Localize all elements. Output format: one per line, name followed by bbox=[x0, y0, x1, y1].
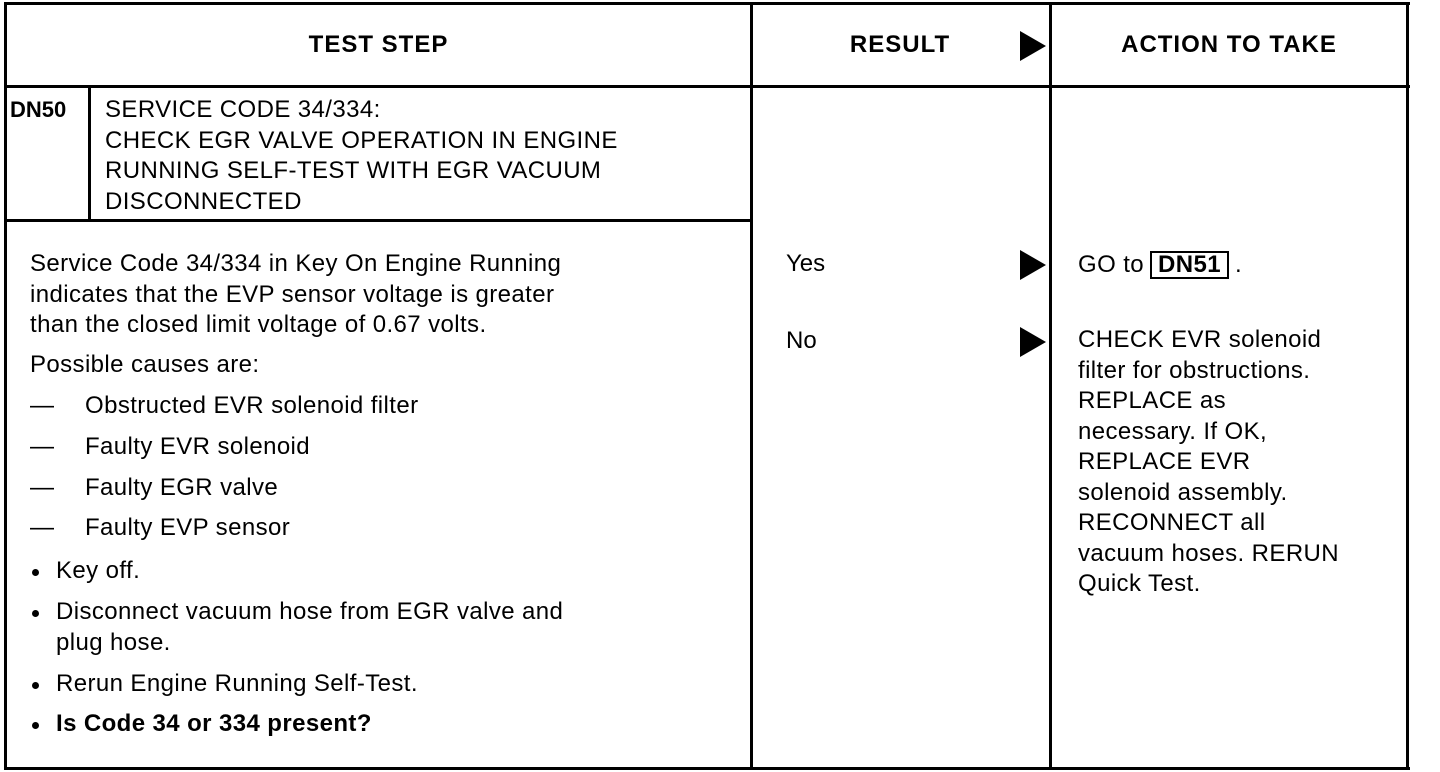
action-no-line: necessary. If OK, bbox=[1078, 417, 1268, 445]
action-yes-prefix: GO to bbox=[1078, 251, 1145, 278]
step-reference-link[interactable]: DN51 bbox=[1150, 251, 1229, 279]
yes-arrow-icon bbox=[1020, 250, 1046, 280]
no-arrow-icon bbox=[1020, 327, 1046, 357]
cause-item bbox=[30, 474, 278, 502]
step-item bbox=[30, 597, 563, 658]
dash-glyph: — bbox=[30, 514, 55, 541]
question-item bbox=[30, 709, 372, 740]
causes-heading: Possible causes are: bbox=[30, 351, 260, 378]
column-divider-1 bbox=[750, 2, 753, 770]
header-result: RESULT bbox=[849, 31, 951, 58]
cause-text: Obstructed EVR solenoid filter bbox=[85, 392, 419, 419]
step-code-divider bbox=[88, 87, 91, 220]
table-border-bottom bbox=[4, 767, 1410, 770]
action-no-line: REPLACE as bbox=[1078, 387, 1227, 414]
intro-paragraph bbox=[30, 249, 561, 341]
intro-line: than the closed limit voltage of 0.67 volts. bbox=[30, 311, 487, 338]
table-border-top bbox=[4, 2, 1410, 5]
action-no-line: vacuum hoses. RERUN bbox=[1078, 539, 1340, 567]
action-no-line: REPLACE EVR bbox=[1078, 448, 1251, 475]
cause-item bbox=[30, 433, 310, 461]
intro-line: Service Code 34/334 in Key On Engine Running bbox=[30, 250, 562, 277]
header-arrow-icon bbox=[1020, 31, 1046, 61]
dash-glyph: — bbox=[30, 392, 55, 419]
action-no-line: filter for obstructions. bbox=[1078, 356, 1311, 384]
action-no-line: solenoid assembly. bbox=[1078, 478, 1288, 506]
step-item bbox=[30, 556, 140, 587]
cause-item bbox=[30, 392, 418, 420]
action-no-line: Quick Test. bbox=[1078, 570, 1201, 597]
step-title bbox=[105, 95, 745, 217]
dash-glyph: — bbox=[30, 474, 55, 501]
intro-line: indicates that the EVP sensor voltage is greater bbox=[30, 280, 555, 308]
step-item bbox=[30, 669, 418, 700]
cause-item bbox=[30, 514, 290, 542]
action-no-line: RECONNECT all bbox=[1078, 509, 1266, 536]
bullet-icon bbox=[32, 722, 39, 729]
cause-text: Faulty EVP sensor bbox=[85, 514, 291, 541]
column-divider-2 bbox=[1049, 2, 1052, 770]
step-title-line: DISCONNECTED bbox=[105, 187, 302, 215]
step-text: Disconnect vacuum hose from EGR valve and bbox=[56, 598, 564, 625]
cause-text: Faulty EVR solenoid bbox=[85, 433, 311, 460]
step-title-divider bbox=[4, 219, 752, 222]
step-text: Key off. bbox=[56, 557, 141, 584]
action-no bbox=[1078, 325, 1339, 600]
action-no-line: CHECK EVR solenoid bbox=[1078, 326, 1322, 353]
step-title-line: RUNNING SELF-TEST WITH EGR VACUUM bbox=[105, 157, 602, 184]
table-border-left bbox=[4, 2, 7, 770]
cause-text: Faulty EGR valve bbox=[85, 474, 279, 501]
header-divider bbox=[4, 85, 1410, 88]
header-action-to-take: ACTION TO TAKE bbox=[1121, 31, 1337, 58]
step-title-line: SERVICE CODE 34/334: bbox=[105, 96, 381, 123]
table-border-right bbox=[1406, 2, 1409, 770]
bullet-icon bbox=[32, 610, 39, 617]
step-title-line: CHECK EGR VALVE OPERATION IN ENGINE bbox=[105, 126, 618, 154]
step-code: DN50 bbox=[10, 97, 67, 122]
question-text: Is Code 34 or 334 present? bbox=[56, 710, 372, 737]
step-text: Rerun Engine Running Self-Test. bbox=[56, 670, 418, 697]
bullet-icon bbox=[32, 682, 39, 689]
step-text: plug hose. bbox=[56, 628, 171, 656]
dash-glyph: — bbox=[30, 433, 55, 460]
result-yes: Yes bbox=[786, 250, 826, 277]
result-no: No bbox=[786, 327, 817, 354]
header-test-step: TEST STEP bbox=[308, 31, 449, 58]
bullet-icon bbox=[32, 569, 39, 576]
action-yes-suffix: . bbox=[1235, 251, 1243, 278]
action-yes bbox=[1078, 250, 1242, 281]
